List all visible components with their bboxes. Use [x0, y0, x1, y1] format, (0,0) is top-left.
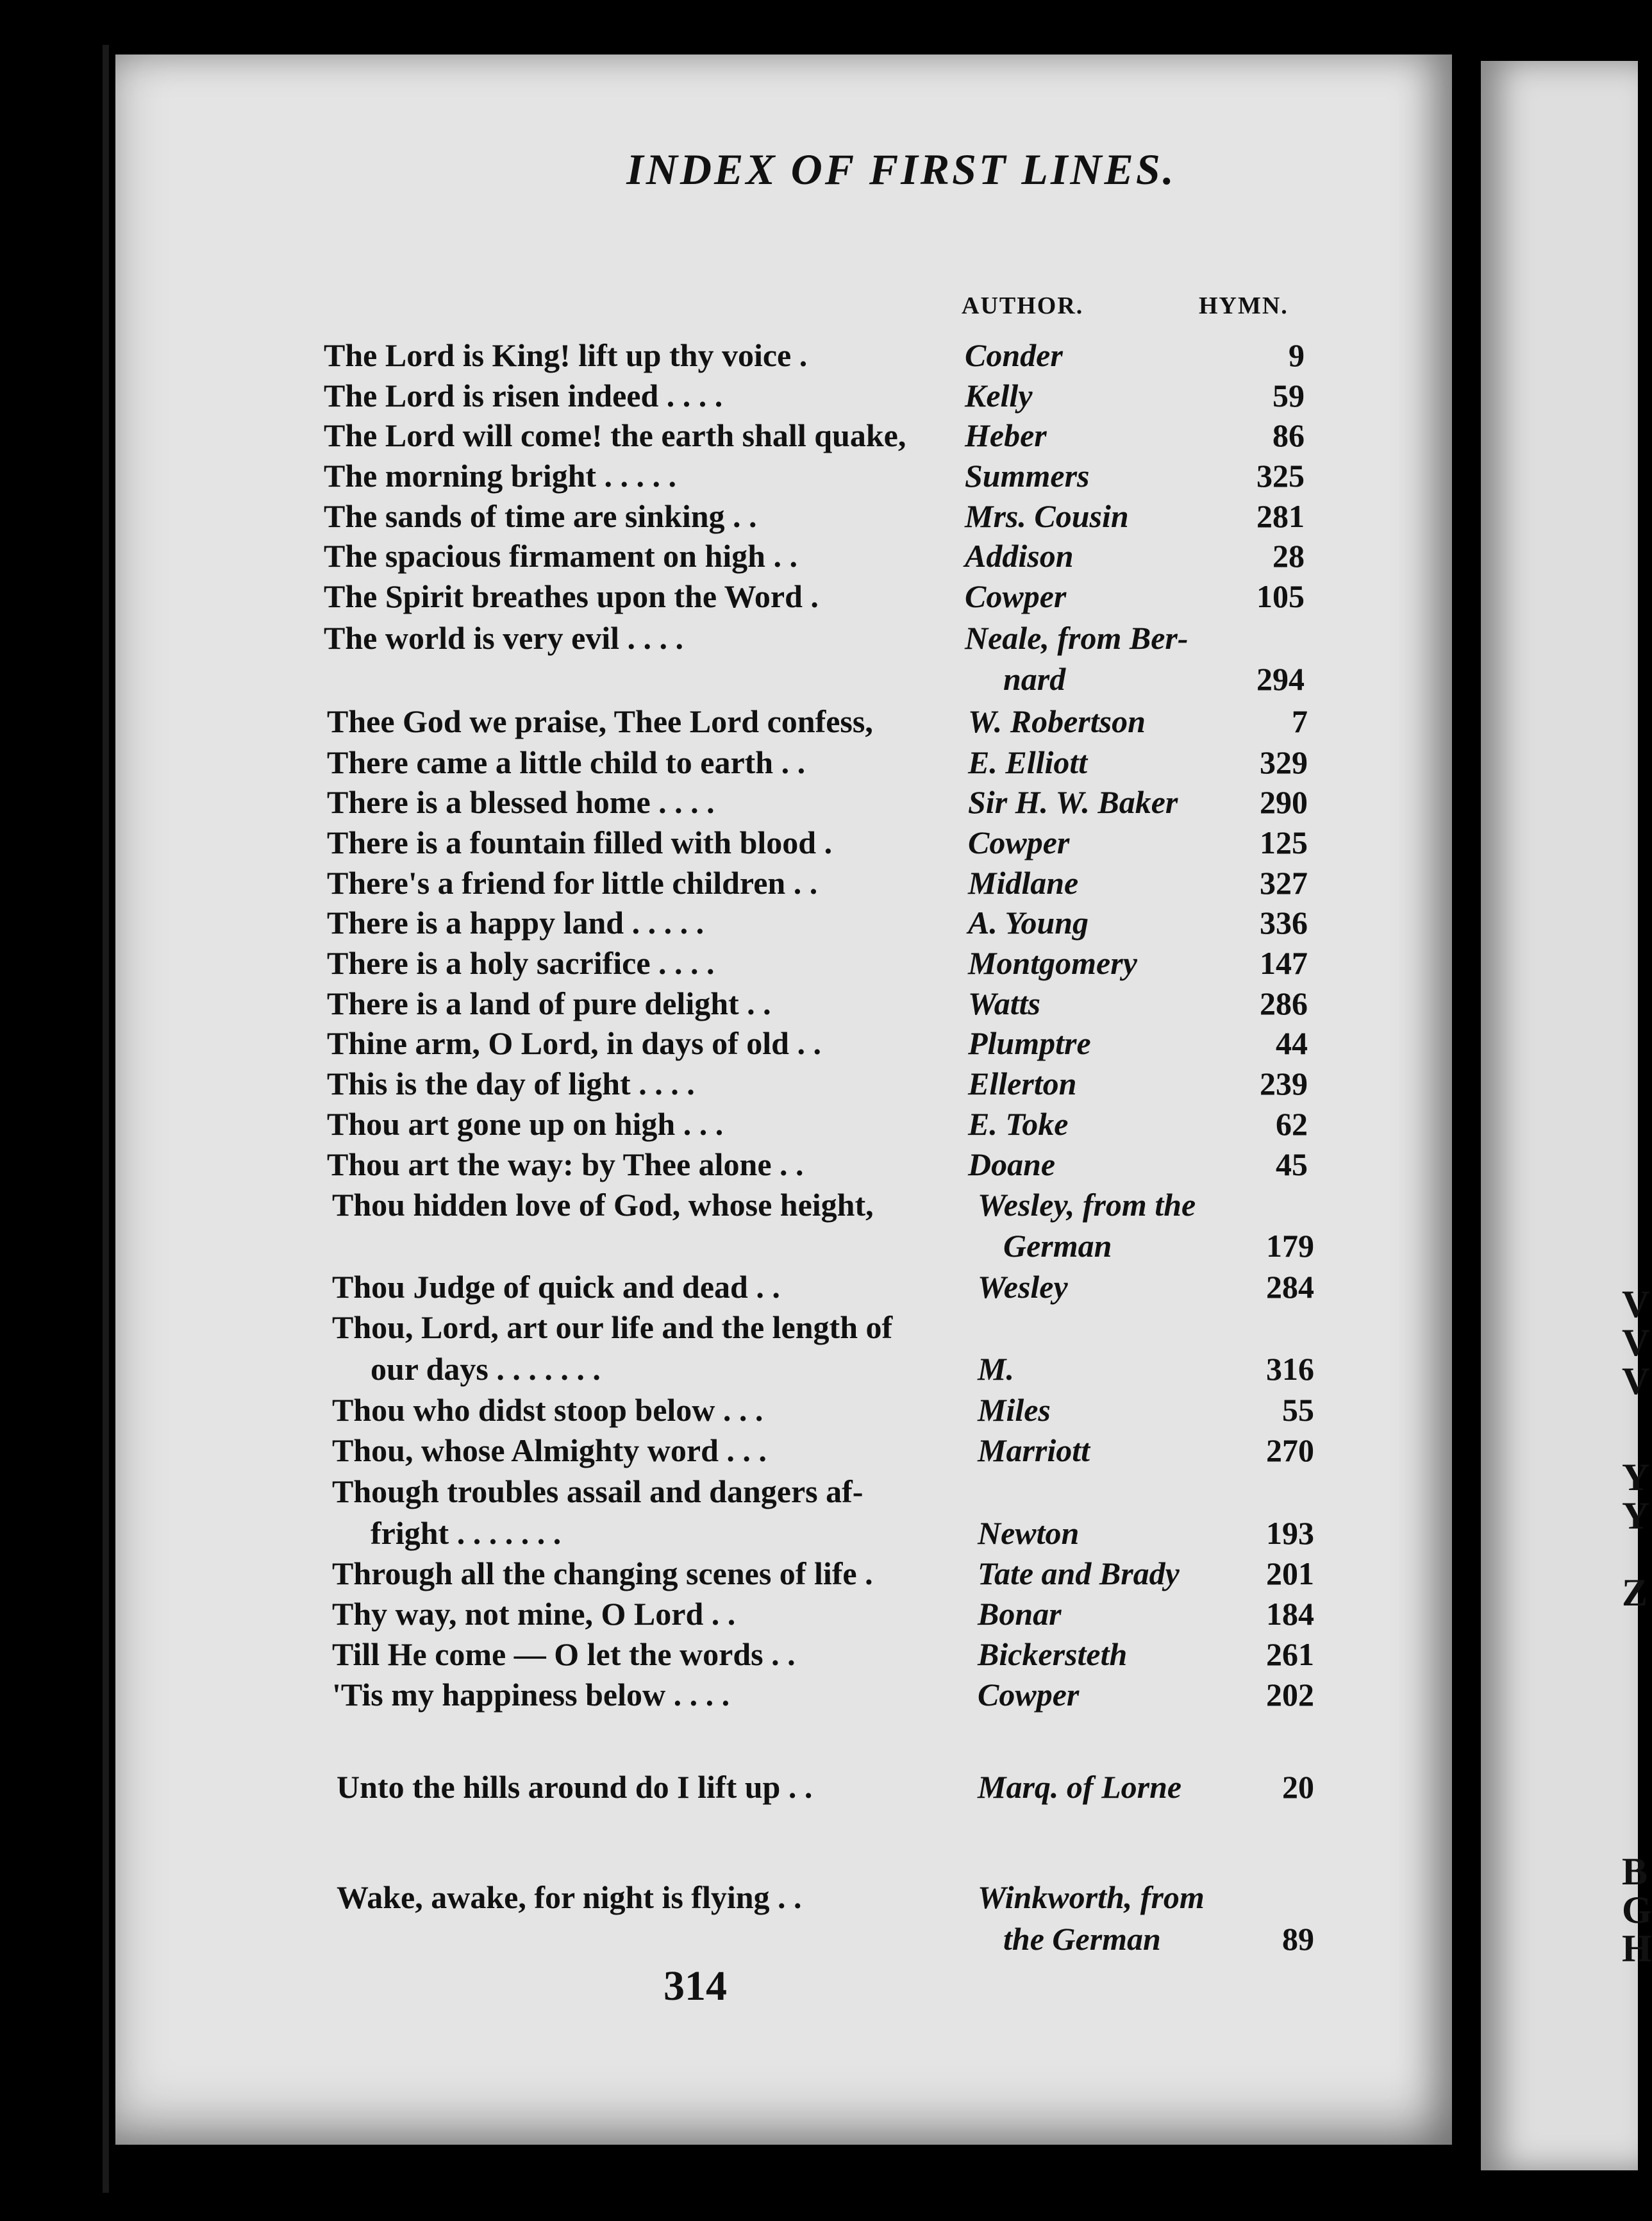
- first-line-text: Thou art gone up on high . . .: [327, 1106, 724, 1142]
- table-row: [0, 985, 1636, 1026]
- first-line-text: Wake, awake, for night is flying . .: [337, 1879, 802, 1915]
- first-line-text: The Lord is King! lift up thy voice .: [324, 337, 808, 373]
- first-line-text: There is a fountain filled with blood .: [327, 825, 833, 860]
- edge-letter: Z: [1622, 1571, 1648, 1614]
- author-name: Marriott: [978, 1432, 1090, 1468]
- author-name: Sir H. W. Baker: [968, 784, 1178, 820]
- first-line-text: There's a friend for little children . .: [327, 865, 818, 901]
- table-row: [0, 1555, 1636, 1596]
- author-name: Cowper: [968, 825, 1070, 860]
- hymn-number: 281: [1256, 498, 1305, 534]
- edge-letter: Y: [1622, 1456, 1650, 1498]
- author-name: Summers: [965, 458, 1090, 494]
- first-line-text: Thou who didst stoop below . . .: [332, 1392, 763, 1428]
- hymn-number: 270: [1266, 1432, 1314, 1468]
- table-row: [0, 744, 1636, 785]
- table-row: [0, 944, 1636, 985]
- table-row: [0, 1636, 1636, 1677]
- hymn-number: 261: [1266, 1636, 1314, 1672]
- table-row: [0, 417, 1636, 458]
- edge-letter: G: [1622, 1889, 1652, 1931]
- first-line-text: There is a land of pure delight . .: [327, 985, 771, 1021]
- table-row: [0, 619, 1636, 660]
- table-row: [0, 1432, 1636, 1473]
- edge-letter: V: [1622, 1283, 1650, 1325]
- hymn-number: 125: [1260, 825, 1308, 860]
- author-name: Newton: [978, 1515, 1080, 1551]
- author-name: German: [1003, 1228, 1112, 1264]
- table-row: [0, 337, 1636, 378]
- author-name: nard: [1003, 661, 1066, 697]
- author-name: Mrs. Cousin: [965, 498, 1129, 534]
- table-row: [0, 1268, 1636, 1309]
- author-name: Wesley, from the: [978, 1187, 1196, 1223]
- table-row: [0, 660, 1636, 701]
- first-line-text: The morning bright . . . . .: [324, 458, 677, 494]
- first-line-text: Unto the hills around do I lift up . .: [337, 1769, 813, 1805]
- author-name: Conder: [965, 337, 1063, 373]
- hymn-number: 105: [1256, 578, 1305, 614]
- first-line-text: 'Tis my happiness below . . . .: [332, 1677, 730, 1713]
- hymn-number: 239: [1260, 1066, 1308, 1102]
- author-name: Cowper: [978, 1677, 1080, 1713]
- table-row: [0, 1065, 1636, 1106]
- table-row: [0, 1309, 1636, 1350]
- author-name: Kelly: [965, 378, 1033, 414]
- author-name: A. Young: [968, 905, 1089, 941]
- first-line-text: There is a blessed home . . . .: [327, 784, 715, 820]
- author-name: Bickersteth: [978, 1636, 1128, 1672]
- column-header-hymn: HYMN.: [1199, 292, 1289, 319]
- author-name: Heber: [965, 417, 1047, 453]
- table-row: [0, 1391, 1636, 1432]
- table-row: [0, 703, 1636, 744]
- edge-letter: V: [1622, 1360, 1650, 1402]
- author-name: Montgomery: [968, 945, 1137, 981]
- first-line-text: The Lord will come! the earth shall quake,: [324, 417, 906, 453]
- table-row: [0, 1227, 1636, 1268]
- hymn-number: 184: [1266, 1596, 1314, 1632]
- author-name: Midlane: [968, 865, 1079, 901]
- first-line-text: Thou hidden love of God, whose height,: [332, 1187, 874, 1223]
- hymn-number: 28: [1272, 538, 1305, 574]
- first-line-text: Through all the changing scenes of life .: [332, 1555, 873, 1591]
- first-line-text: There came a little child to earth . .: [327, 744, 806, 780]
- hymn-number: 20: [1282, 1769, 1314, 1805]
- hymn-number: 286: [1260, 985, 1308, 1021]
- hymn-number: 45: [1276, 1146, 1308, 1182]
- table-row: [0, 1879, 1636, 1920]
- author-name: the German: [1003, 1921, 1161, 1957]
- author-name: Marq. of Lorne: [978, 1769, 1182, 1805]
- author-name: Doane: [968, 1146, 1056, 1182]
- hymn-number: 89: [1282, 1921, 1314, 1957]
- first-line-text: Thy way, not mine, O Lord . .: [332, 1596, 736, 1632]
- hymn-number: 325: [1256, 458, 1305, 494]
- hymn-number: 9: [1289, 337, 1305, 373]
- author-name: Miles: [978, 1392, 1051, 1428]
- hymn-number: 59: [1272, 378, 1305, 414]
- table-row: [0, 1920, 1636, 1961]
- table-row: [0, 1105, 1636, 1146]
- edge-letter: Y: [1622, 1495, 1650, 1537]
- hymn-number: 284: [1266, 1269, 1314, 1305]
- first-line-text: our days . . . . . . .: [371, 1351, 601, 1387]
- hymn-number: 316: [1266, 1351, 1314, 1387]
- first-line-text: Though troubles assail and dangers af-: [332, 1473, 864, 1509]
- first-line-text: Till He come — O let the words . .: [332, 1636, 796, 1672]
- author-name: Neale, from Ber-: [965, 620, 1189, 656]
- author-name: Ellerton: [968, 1066, 1077, 1102]
- edge-letter: B: [1622, 1850, 1648, 1893]
- author-name: Addison: [965, 538, 1074, 574]
- table-row: [0, 824, 1636, 865]
- hymn-number: 329: [1260, 744, 1308, 780]
- author-name: Winkworth, from: [978, 1879, 1205, 1915]
- first-line-text: Thou, whose Almighty word . . .: [332, 1432, 767, 1468]
- column-header-author: AUTHOR.: [962, 292, 1084, 319]
- first-line-text: Thou Judge of quick and dead . .: [332, 1269, 780, 1305]
- first-line-text: Thine arm, O Lord, in days of old . .: [327, 1025, 821, 1061]
- author-name: Watts: [968, 985, 1040, 1021]
- table-row: [0, 498, 1636, 539]
- edge-letter: H: [1622, 1927, 1652, 1970]
- table-row: [0, 1768, 1636, 1809]
- first-line-text: The spacious firmament on high . .: [324, 538, 797, 574]
- table-row: [0, 578, 1636, 619]
- hymn-number: 290: [1260, 784, 1308, 820]
- author-name: E. Toke: [968, 1106, 1069, 1142]
- author-name: Tate and Brady: [978, 1555, 1180, 1591]
- hymn-number: 201: [1266, 1555, 1314, 1591]
- table-row: [0, 1186, 1636, 1227]
- page-number: 314: [663, 1963, 727, 2009]
- table-row: [0, 1025, 1636, 1066]
- table-row: [0, 1595, 1636, 1636]
- hymn-number: 179: [1266, 1228, 1314, 1264]
- hymn-number: 327: [1260, 865, 1308, 901]
- first-line-text: The sands of time are sinking . .: [324, 498, 757, 534]
- first-line-text: Thee God we praise, Thee Lord confess,: [327, 703, 873, 739]
- hymn-number: 202: [1266, 1677, 1314, 1713]
- table-row: [0, 1146, 1636, 1187]
- first-line-text: Thou art the way: by Thee alone . .: [327, 1146, 804, 1182]
- table-row: [0, 1514, 1636, 1555]
- table-row: [0, 1473, 1636, 1514]
- first-line-text: There is a holy sacrifice . . . .: [327, 945, 715, 981]
- edge-letter: V: [1622, 1321, 1650, 1364]
- author-name: W. Robertson: [968, 703, 1146, 739]
- first-line-text: fright . . . . . . .: [371, 1515, 562, 1551]
- first-line-text: Thou, Lord, art our life and the length of: [332, 1309, 893, 1345]
- table-row: [0, 1676, 1636, 1717]
- hymn-number: 7: [1292, 703, 1308, 739]
- author-name: E. Elliott: [968, 744, 1088, 780]
- author-name: Cowper: [965, 578, 1067, 614]
- hymn-number: 44: [1276, 1025, 1308, 1061]
- first-line-text: The world is very evil . . . .: [324, 620, 684, 656]
- table-row: [0, 784, 1636, 825]
- author-name: M.: [978, 1351, 1014, 1387]
- table-row: [0, 864, 1636, 905]
- page-title: INDEX OF FIRST LINES.: [626, 145, 1176, 194]
- first-line-text: There is a happy land . . . . .: [327, 905, 705, 941]
- hymn-number: 336: [1260, 905, 1308, 941]
- table-row: [0, 1350, 1636, 1391]
- hymn-number: 193: [1266, 1515, 1314, 1551]
- hymn-number: 86: [1272, 417, 1305, 453]
- hymn-number: 294: [1256, 661, 1305, 697]
- author-name: Wesley: [978, 1269, 1068, 1305]
- table-row: [0, 457, 1636, 498]
- first-line-text: This is the day of light . . . .: [327, 1066, 695, 1102]
- table-row: [0, 904, 1636, 945]
- hymn-number: 55: [1282, 1392, 1314, 1428]
- first-line-text: The Lord is risen indeed . . . .: [324, 378, 723, 414]
- first-line-text: The Spirit breathes upon the Word .: [324, 578, 819, 614]
- hymn-number: 62: [1276, 1106, 1308, 1142]
- author-name: Bonar: [978, 1596, 1062, 1632]
- table-row: [0, 377, 1636, 418]
- author-name: Plumptre: [968, 1025, 1091, 1061]
- hymn-number: 147: [1260, 945, 1308, 981]
- table-row: [0, 537, 1636, 578]
